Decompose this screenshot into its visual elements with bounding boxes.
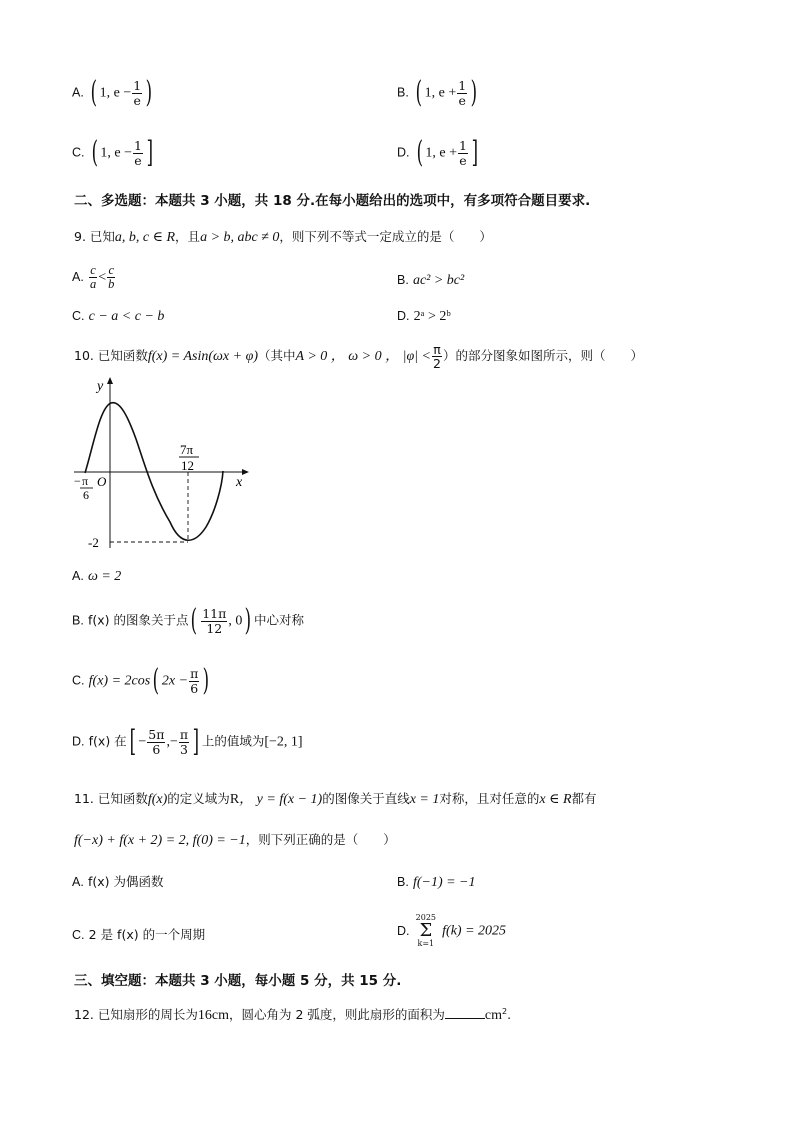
paren-open: ( bbox=[152, 663, 160, 698]
fraction: $\frac{11\pi}{12}$ bbox=[202, 606, 227, 636]
origin-label: O bbox=[97, 474, 107, 489]
option-expr: c − a < c − b bbox=[88, 309, 165, 324]
bracket-open: [ bbox=[129, 724, 136, 759]
option-label: C. bbox=[72, 673, 85, 688]
y-axis-label: y bbox=[97, 379, 104, 394]
paren-close: ) bbox=[145, 75, 153, 110]
option-expr: 2 是 f(x) 的一个周期 bbox=[88, 927, 206, 942]
option-expr: 1, e − bbox=[100, 145, 132, 161]
q8-option-c bbox=[72, 135, 156, 170]
q11-option-b bbox=[397, 876, 476, 890]
sine-curve bbox=[85, 403, 223, 541]
q8-option-d bbox=[397, 135, 481, 170]
option-expr: f(x) 在 bbox=[88, 733, 127, 749]
option-expr: f(x) 为偶函数 bbox=[87, 874, 164, 889]
option-expr: 1, e + bbox=[424, 85, 457, 101]
paren-open: ( bbox=[191, 603, 198, 638]
paren-open: ( bbox=[415, 75, 423, 110]
option-expr: ω = 2 bbox=[87, 569, 122, 584]
paren-close: ) bbox=[470, 75, 478, 110]
q9-option-a: A. $\frac{c}{a}$ < $\frac{c}{b}$ bbox=[72, 263, 115, 292]
option-expr: ac² > bc² bbox=[412, 273, 465, 288]
option-label: D. bbox=[397, 924, 410, 939]
fraction: $\frac{c}{a}$ bbox=[89, 263, 97, 292]
section-heading-2: 二、多选题：本题共 3 小题，共 18 分.在每小题给出的选项中，有多项符合题目要求. bbox=[74, 193, 591, 209]
paren-open: ( bbox=[90, 75, 98, 110]
q9-option-d bbox=[397, 310, 451, 324]
fraction: $\frac{1}{e}$ bbox=[458, 78, 467, 108]
q10-stem: 10. 已知函数f(x) = Asin(ωx + φ)（其中A > 0 ， ω > 0 ， |φ| < $\frac{\pi}{2}$ ）的部分图象如图所示，则（ ） bbox=[74, 342, 643, 372]
q11-option-c bbox=[72, 929, 205, 942]
option-label: C. bbox=[72, 928, 85, 942]
option-expr: 1, e − bbox=[99, 85, 132, 101]
q10-option-b: B. f(x) 的图象关于点( $\frac{11\pi}{12}$ , 0) 中心对称 bbox=[72, 603, 305, 638]
min-value-label: -2 bbox=[88, 535, 99, 550]
q11-stem-line2: f(−x) + f(x + 2) = 2, f(0) = −1，则下列正确的是（ ） bbox=[74, 832, 396, 848]
bracket-close: ] bbox=[192, 724, 200, 759]
option-label: A. bbox=[72, 270, 84, 285]
mark-7pi12-den: 12 bbox=[181, 458, 194, 473]
option-label: B. bbox=[397, 273, 409, 287]
q10-option-d: D. f(x) 在[ − $\frac{5\pi}{6}$ ,− $\frac{\pi}{3}$ ] 上的值域为[−2, 1] bbox=[72, 724, 303, 759]
fraction: $\frac{1}{e}$ bbox=[133, 138, 142, 168]
bracket-close: ] bbox=[146, 135, 154, 170]
neg-pi6-sign: − bbox=[74, 474, 81, 488]
option-expr: f(−1) = −1 bbox=[412, 875, 476, 890]
summation: 2025 Σ k=1 bbox=[415, 913, 436, 949]
fraction: $\frac{\pi}{3}$ bbox=[179, 727, 189, 757]
option-expr: f(k) = 2025 bbox=[442, 923, 507, 939]
option-label: D. bbox=[72, 734, 85, 749]
q8-option-b bbox=[397, 75, 480, 110]
option-label: D. bbox=[397, 145, 410, 160]
option-label: A. bbox=[72, 569, 84, 583]
option-expr: f(x) 的图象关于点 bbox=[87, 612, 189, 628]
option-expr: f(x) = 2cos bbox=[88, 673, 151, 689]
sine-graph bbox=[60, 372, 260, 557]
option-label: A. bbox=[72, 85, 84, 100]
option-expr: 2ᵃ > 2ᵇ bbox=[413, 309, 451, 324]
mark-7pi12-num: 7π bbox=[180, 442, 194, 457]
option-label: C. bbox=[72, 145, 85, 160]
q10-option-a bbox=[72, 570, 121, 584]
q9-option-b bbox=[397, 274, 464, 288]
q10-option-c: C. f(x) = 2cos( 2x − $\frac{\pi}{6}$ ) bbox=[72, 663, 210, 698]
paren-close: ) bbox=[244, 603, 252, 638]
option-expr: 1, e + bbox=[425, 145, 457, 161]
neg-pi6-den: 6 bbox=[83, 488, 89, 502]
paren-open: ( bbox=[416, 135, 423, 170]
q11-stem-line1: 11. 已知函数f(x)的定义域为R， y = f(x − 1)的图像关于直线x = 1对称，且对任意的x ∈ R都有 bbox=[74, 791, 597, 807]
option-label: B. bbox=[397, 85, 409, 100]
fraction: $\frac{\pi}{2}$ bbox=[432, 342, 441, 372]
section-heading-3: 三、填空题：本题共 3 小题，每小题 5 分，共 15 分. bbox=[74, 973, 402, 989]
q9-option-c bbox=[72, 310, 164, 324]
option-label: B. bbox=[397, 875, 409, 889]
option-label: A. bbox=[72, 875, 84, 889]
bracket-close: ] bbox=[471, 135, 479, 170]
q11-option-d bbox=[397, 914, 506, 949]
option-label: B. bbox=[72, 613, 84, 628]
fraction: $\frac{c}{b}$ bbox=[108, 263, 115, 292]
fraction: $\frac{1}{e}$ bbox=[133, 78, 142, 108]
q12-stem: 12. 已知扇形的周长为16cm，圆心角为 2 弧度，则此扇形的面积为 $cm^2$. bbox=[74, 1006, 512, 1023]
option-label: D. bbox=[397, 309, 410, 323]
q9-stem: 9. 已知a, b, c ∈ R，且a > b, abc ≠ 0，则下列不等式一定成立的是（ ） bbox=[74, 229, 492, 245]
q8-option-a bbox=[72, 75, 155, 110]
fraction: $\frac{5\pi}{6}$ bbox=[148, 727, 165, 757]
fraction: $\frac{\pi}{6}$ bbox=[190, 666, 199, 696]
paren-close: ) bbox=[202, 663, 210, 698]
option-label: C. bbox=[72, 309, 85, 323]
x-axis-label: x bbox=[236, 475, 243, 490]
answer-blank[interactable] bbox=[445, 1006, 485, 1019]
neg-pi6-num: π bbox=[82, 474, 89, 488]
q11-option-a bbox=[72, 876, 163, 889]
fraction: $\frac{1}{e}$ bbox=[458, 138, 467, 168]
paren-open: ( bbox=[91, 135, 98, 170]
